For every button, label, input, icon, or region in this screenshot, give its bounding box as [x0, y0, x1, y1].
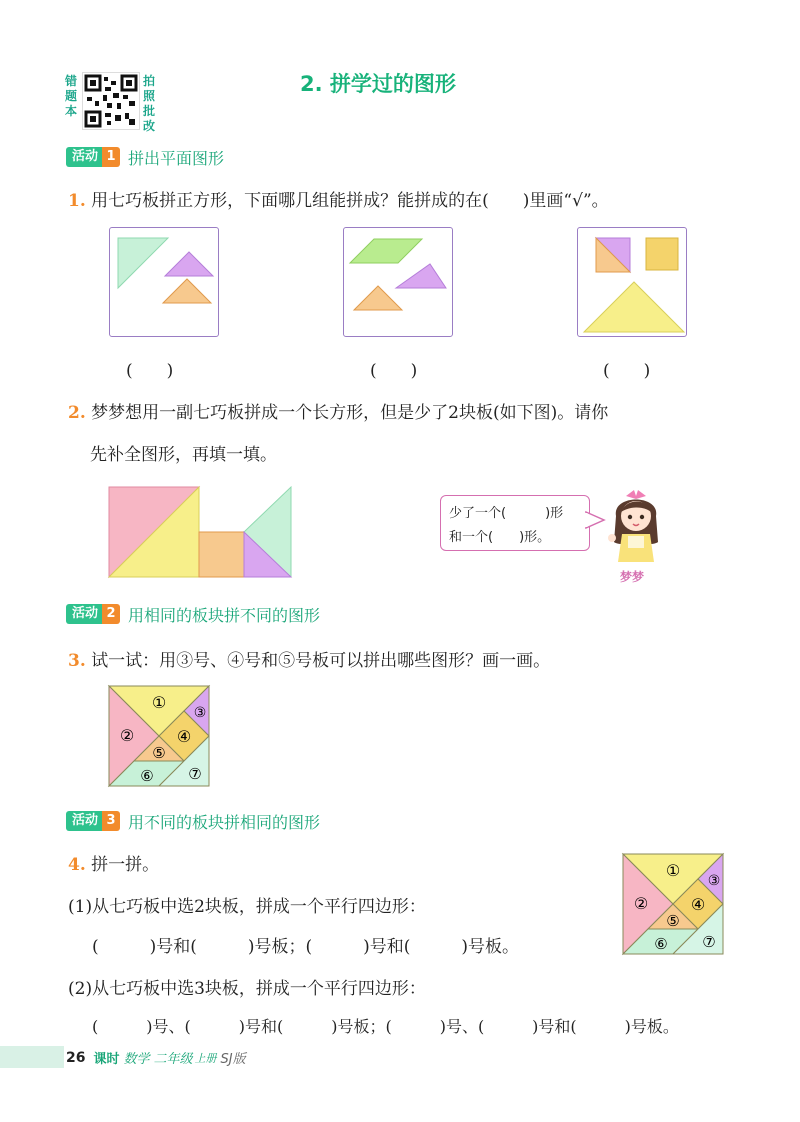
- tangram-pieces-c: [578, 228, 686, 336]
- piece-label-3: ③: [193, 705, 207, 721]
- piece-label-2: ②: [633, 894, 649, 913]
- footer-term: 上册: [194, 1051, 217, 1065]
- activity-title: 用相同的板块拼不同的图形: [128, 605, 321, 625]
- footer-edition: SJ版: [220, 1052, 246, 1067]
- page-footer: [66, 1048, 246, 1067]
- piece-label-1: ①: [665, 861, 681, 880]
- page-number: 26: [66, 1049, 86, 1066]
- speech-bubble: [440, 495, 590, 551]
- tangram-square-figure-2: [623, 854, 725, 956]
- activity-title: 拼出平面图形: [128, 148, 225, 168]
- question-number: 4.: [68, 855, 86, 875]
- question-4-part-2-blanks[interactable]: ( )号、( )号和( )号板；( )号、( )号和( )号板。: [92, 1017, 679, 1036]
- activity-number: 3: [102, 811, 120, 831]
- question-text: 试一试：用③号、④号和⑤号板可以拼出哪些图形？画一画。: [91, 651, 551, 671]
- question-2: [68, 398, 608, 423]
- tangram-pieces-a: [110, 228, 218, 336]
- activity-tag: 活动: [66, 811, 102, 831]
- footer-band: [0, 1046, 64, 1068]
- tangram-pieces-b: [344, 228, 452, 336]
- activity-number: 1: [102, 147, 120, 167]
- question-4-part-1-blanks[interactable]: ( )号和( )号板；( )号和( )号板。: [92, 937, 520, 957]
- question-number: 1.: [68, 191, 86, 211]
- bubble-line-1[interactable]: 少了一个( )形: [449, 506, 564, 521]
- piece-label-5: ⑤: [152, 744, 166, 762]
- question-text: 用七巧板拼正方形，下面哪几组能拼成？能拼成的在( )里画“√”。: [91, 191, 609, 211]
- question-3: [68, 646, 550, 671]
- activity-number: 2: [102, 604, 120, 624]
- page-title: 2. 拼学过的图形: [300, 72, 456, 96]
- answer-blank-b[interactable]: ( ): [370, 361, 418, 381]
- qr-right-label: 拍照批改: [142, 74, 155, 133]
- question-4: [68, 850, 159, 875]
- footer-subject: 数学: [123, 1052, 150, 1067]
- activity-title: 用不同的板块拼相同的图形: [128, 812, 321, 832]
- question-4-part-1: (1)从七巧板中选2块板，拼成一个平行四边形：: [68, 897, 426, 917]
- piece-label-4: ④: [176, 727, 192, 746]
- question-1: [68, 186, 609, 211]
- piece-label-3: ③: [707, 873, 721, 889]
- qr-code-icon: [83, 73, 139, 129]
- character-name: 梦梦: [620, 570, 645, 584]
- brand-logo: 课时: [93, 1052, 120, 1067]
- qr-code[interactable]: [82, 72, 140, 130]
- activity-3-header: [66, 810, 320, 832]
- piece-label-6: ⑥: [654, 935, 668, 953]
- bubble-tail: [586, 510, 606, 530]
- activity-tag: 活动: [66, 147, 102, 167]
- question-number: 2.: [68, 403, 86, 423]
- option-c-figure: [577, 227, 687, 337]
- answer-blank-a[interactable]: ( ): [126, 361, 174, 381]
- question-4-part-2: (2)从七巧板中选3块板，拼成一个平行四边形：: [68, 979, 426, 999]
- footer-grade: 二年级: [153, 1052, 193, 1067]
- piece-label-7: ⑦: [702, 933, 716, 951]
- activity-1-header: [66, 146, 224, 168]
- piece-label-6: ⑥: [140, 767, 154, 785]
- question-text: 梦梦想用一副七巧板拼成一个长方形，但是少了2块板(如下图)。请你: [91, 403, 609, 423]
- question-2-line-2: 先补全图形，再填一填。: [90, 445, 277, 465]
- incomplete-rectangle-figure: [108, 486, 292, 578]
- question-text: 拼一拼。: [91, 855, 160, 875]
- qr-left-label: 错题本: [64, 74, 77, 118]
- piece-label-7: ⑦: [188, 765, 202, 783]
- piece-label-2: ②: [119, 726, 135, 745]
- answer-blank-c[interactable]: ( ): [603, 361, 651, 381]
- piece-label-5: ⑤: [666, 912, 680, 930]
- girl-character-icon: [604, 486, 668, 564]
- tangram-square-figure: [109, 686, 211, 788]
- option-a-figure: [109, 227, 219, 337]
- activity-2-header: [66, 603, 320, 625]
- bubble-line-2[interactable]: 和一个( )形。: [449, 530, 551, 545]
- piece-label-1: ①: [151, 693, 167, 712]
- piece-label-4: ④: [690, 895, 706, 914]
- activity-tag: 活动: [66, 604, 102, 624]
- option-b-figure: [343, 227, 453, 337]
- question-number: 3.: [68, 651, 86, 671]
